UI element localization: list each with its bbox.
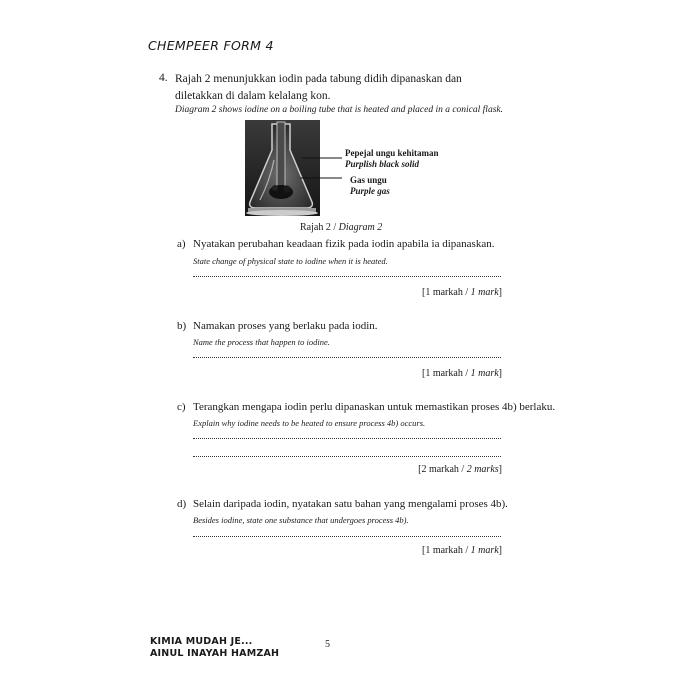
marks-a xyxy=(302,287,502,298)
question-text-english: Diagram 2 shows iodine on a boiling tube that is heated and placed in a conical flask. xyxy=(175,105,503,115)
label1-malay: Pepejal ungu kehitaman xyxy=(345,148,439,158)
answer-line-c1[interactable] xyxy=(193,438,501,439)
answer-line-b[interactable] xyxy=(193,357,501,358)
answer-line-d[interactable] xyxy=(193,536,501,537)
subquestion-a-english: State change of physical state to iodine when it is heated. xyxy=(193,256,388,266)
footer-line2: AINUL INAYAH HAMZAH xyxy=(150,648,280,659)
answer-line-c2[interactable] xyxy=(193,456,501,457)
label-purplish-black-solid xyxy=(345,148,439,170)
label2-malay: Gas ungu xyxy=(350,175,387,185)
subquestion-a-letter: a) xyxy=(177,238,186,250)
marks-c-close: ] xyxy=(498,464,502,475)
page-header-title: CHEMPEER FORM 4 xyxy=(148,38,274,53)
marks-d-close: ] xyxy=(498,545,502,556)
marks-a-close: ] xyxy=(498,287,502,298)
subquestion-d-english: Besides iodine, state one substance that undergoes process 4b). xyxy=(193,515,409,525)
marks-d xyxy=(302,545,502,556)
subquestion-c-english: Explain why iodine needs to be heated to ensure process 4b) occurs. xyxy=(193,418,426,428)
marks-b-close: ] xyxy=(498,368,502,379)
label1-english: Purplish black solid xyxy=(345,159,420,169)
footer-line1: KIMIA MUDAH JE... xyxy=(150,636,253,647)
marks-d-english: 1 mark xyxy=(470,545,499,556)
answer-line-a[interactable] xyxy=(193,276,501,277)
label2-english: Purple gas xyxy=(350,186,390,196)
marks-b-malay: [1 markah / xyxy=(422,368,471,379)
caption-english: Diagram 2 xyxy=(338,222,383,233)
subquestion-a-malay: Nyatakan perubahan keadaan fizik pada iodin apabila ia dipanaskan. xyxy=(193,238,495,250)
subquestion-b-english: Name the process that happen to iodine. xyxy=(193,337,330,347)
marks-d-malay: [1 markah / xyxy=(422,545,471,556)
caption-malay: Rajah 2 / xyxy=(300,222,339,233)
figure-caption xyxy=(300,222,382,233)
subquestion-c-letter: c) xyxy=(177,401,186,413)
subquestion-d-letter: d) xyxy=(177,498,187,510)
conical-flask-diagram xyxy=(240,120,445,216)
label-purple-gas xyxy=(350,175,390,197)
subquestion-d-malay: Selain daripada iodin, nyatakan satu bahan yang mengalami proses 4b). xyxy=(193,498,508,510)
question-number: 4. xyxy=(159,72,168,84)
subquestion-c-malay: Terangkan mengapa iodin perlu dipanaskan untuk memastikan proses 4b) berlaku. xyxy=(193,401,556,413)
footer-author xyxy=(150,636,279,660)
subquestion-b-letter: b) xyxy=(177,320,187,332)
question-text-malay: Rajah 2 menunjukkan iodin pada tabung didih dipanaskan dan diletakkan di dalam kelalang kon. xyxy=(175,73,462,102)
marks-c-english: 2 marks xyxy=(466,464,499,475)
marks-a-english: 1 mark xyxy=(470,287,499,298)
marks-c xyxy=(302,464,502,475)
page-number: 5 xyxy=(325,639,330,650)
marks-c-malay: [2 markah / xyxy=(418,464,467,475)
marks-b xyxy=(302,368,502,379)
marks-a-malay: [1 markah / xyxy=(422,287,471,298)
subquestion-b-malay: Namakan proses yang berlaku pada iodin. xyxy=(193,320,378,332)
marks-b-english: 1 mark xyxy=(470,368,499,379)
